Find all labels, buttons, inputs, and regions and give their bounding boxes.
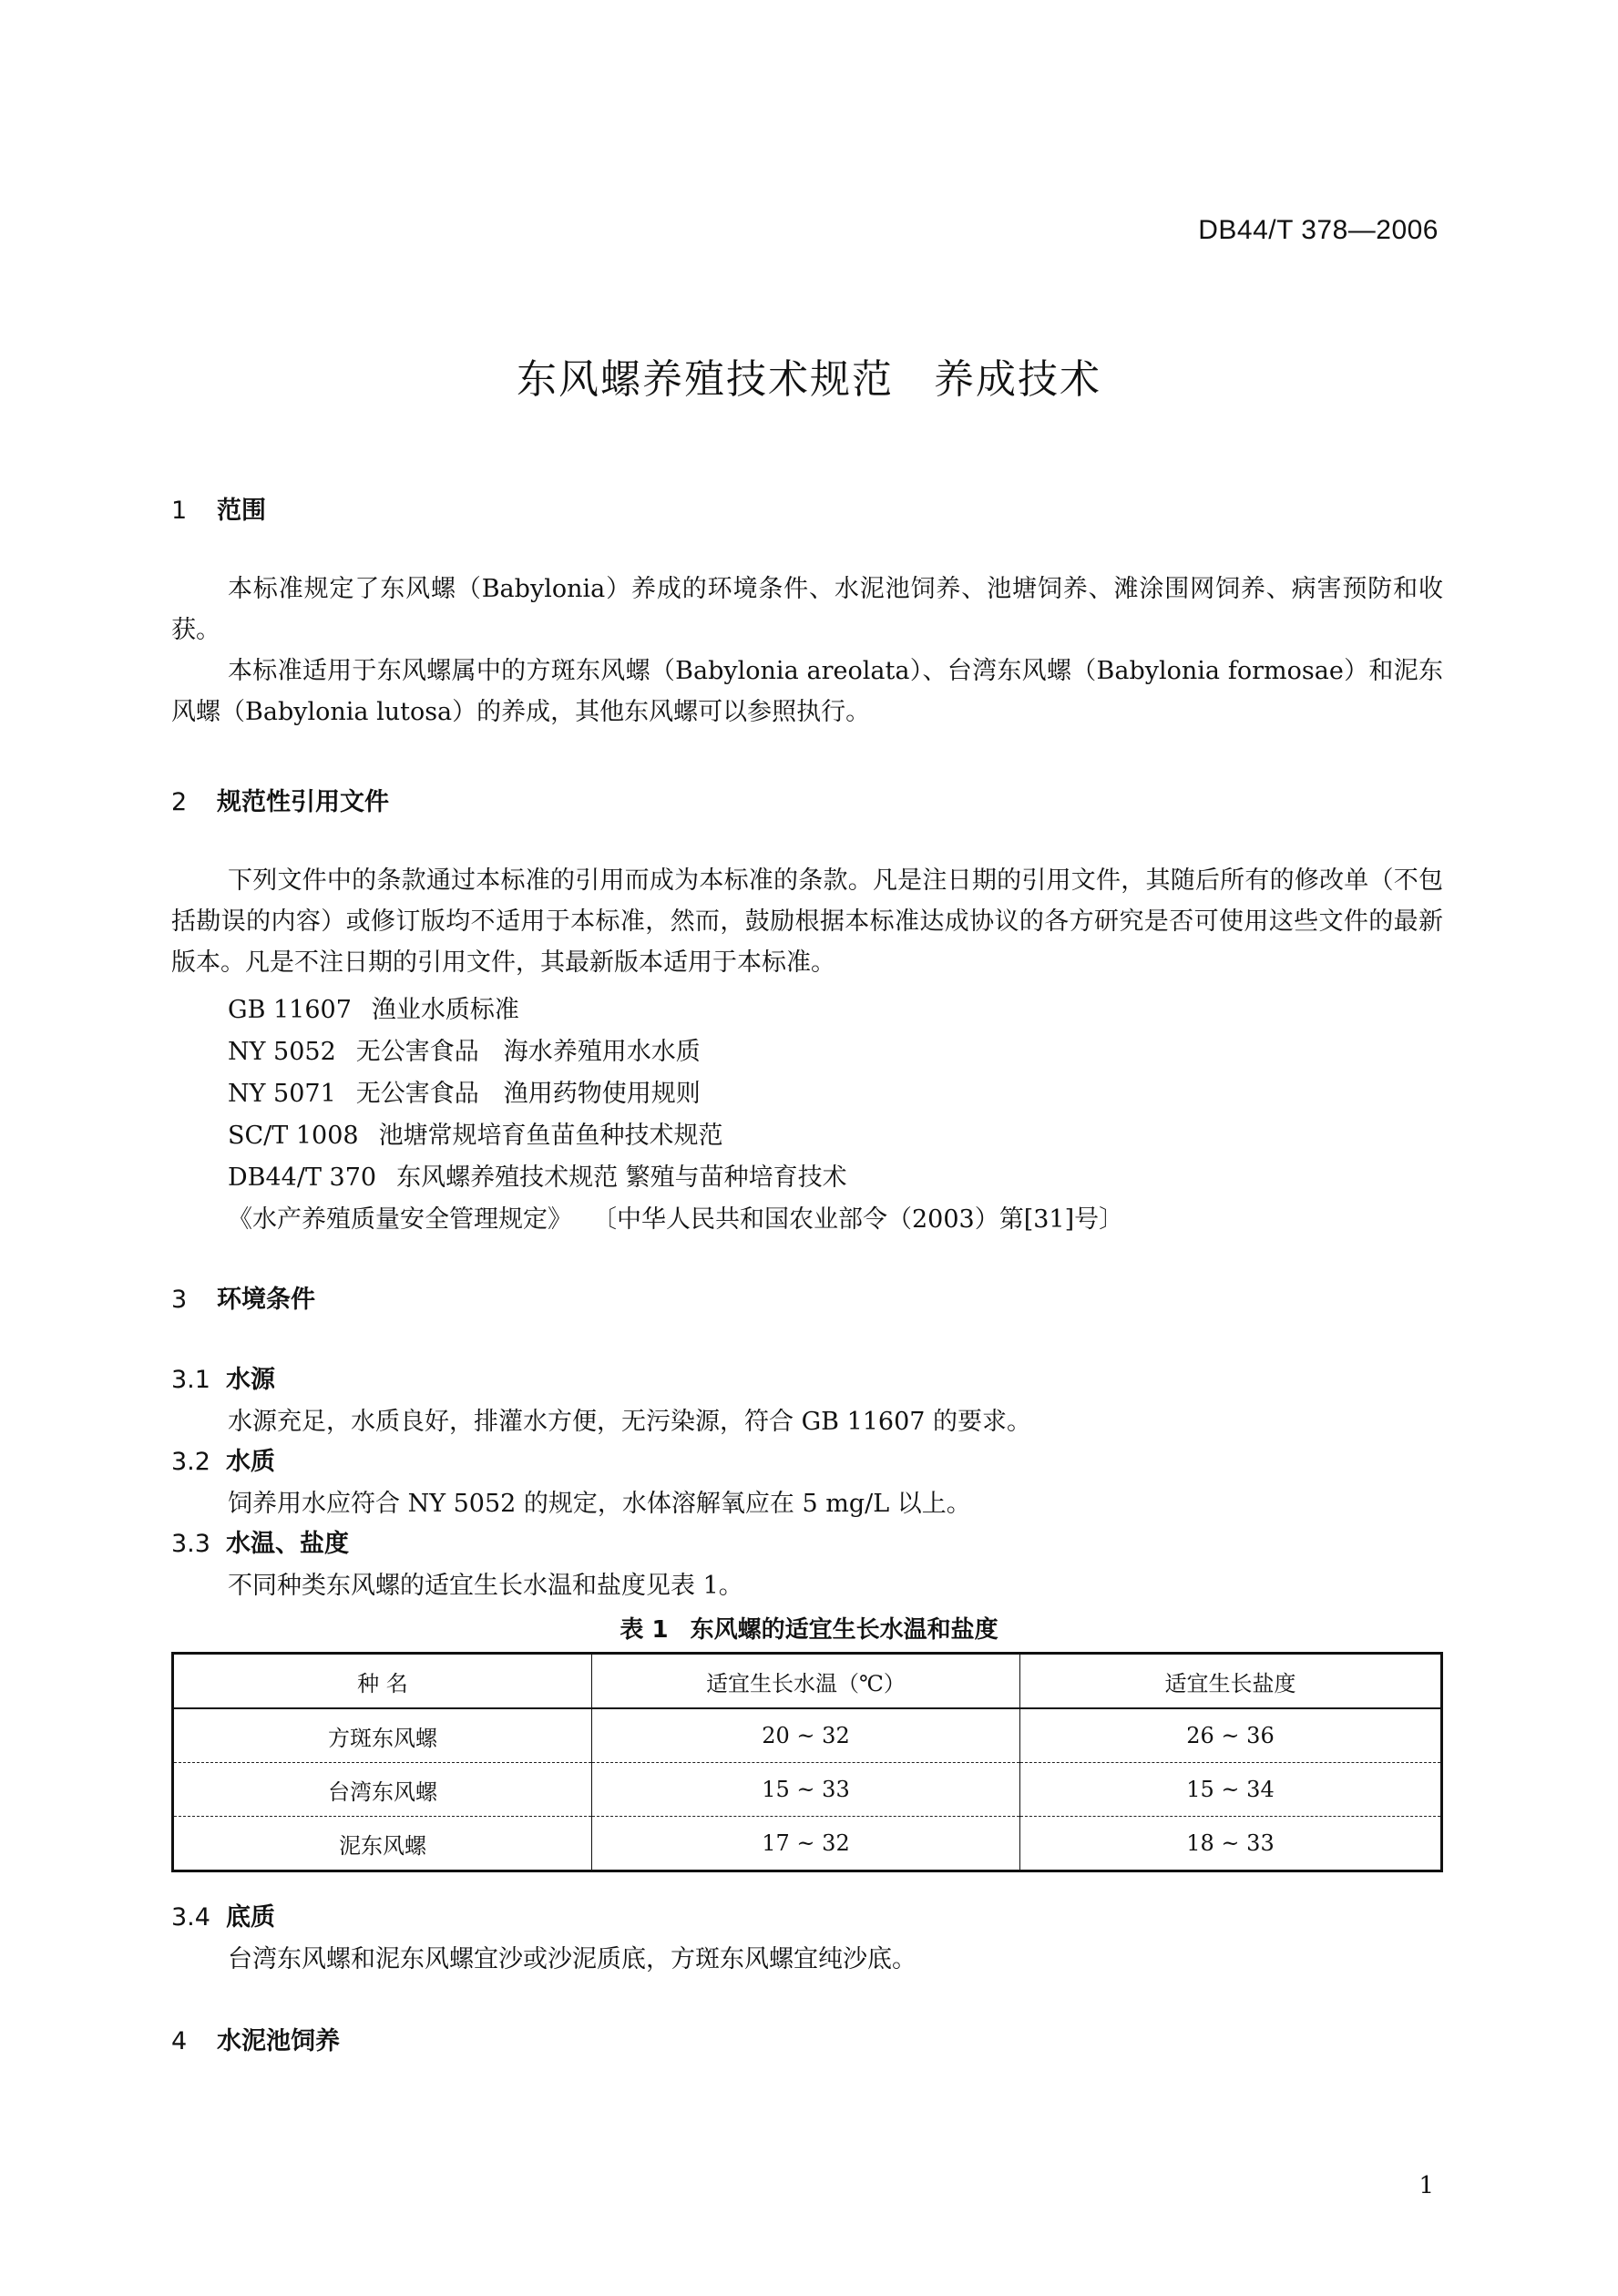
table-header-cell: 适宜生长盐度 (1020, 1654, 1442, 1709)
reference-item (228, 1199, 1123, 1235)
subsection-title: 水源 (226, 1366, 275, 1394)
table-cell: 15 ~ 34 (1020, 1763, 1442, 1817)
section-number: 3 (171, 1286, 188, 1314)
reference-code: SC/T 1008 (228, 1122, 359, 1150)
subsection-3-3-heading (171, 1523, 349, 1559)
title-main: 东风螺养殖技术规范 (517, 356, 894, 403)
reference-item (228, 989, 519, 1025)
table-caption-label: 表 1 (620, 1616, 669, 1644)
reference-code: DB44/T 370 (228, 1163, 377, 1192)
section-number: 4 (171, 2027, 188, 2055)
reference-code: NY 5052 (228, 1038, 336, 1066)
table-cell: 18 ~ 33 (1020, 1817, 1442, 1871)
table-row (173, 1763, 1442, 1817)
subsection-number: 3.2 (171, 1448, 210, 1476)
table-cell: 26 ~ 36 (1020, 1708, 1442, 1763)
table-cell: 20 ~ 32 (592, 1708, 1020, 1763)
subsection-number: 3.3 (171, 1530, 210, 1558)
subsection-title: 底质 (226, 1903, 275, 1932)
reference-item (228, 1157, 847, 1193)
section-title: 水泥池饲养 (217, 2027, 340, 2055)
subsection-3-1-text: 水源充足，水质良好，排灌水方便，无污染源，符合 GB 11607 的要求。 (228, 1408, 1032, 1436)
table-caption-title: 东风螺的适宜生长水温和盐度 (690, 1616, 998, 1644)
page-number: 1 (1418, 2172, 1434, 2199)
section-number: 1 (171, 497, 188, 525)
section-number: 2 (171, 788, 188, 816)
reference-code: GB 11607 (228, 996, 352, 1024)
section-1-paragraph-1: 本标准规定了东风螺（Babylonia）养成的环境条件、水泥池饲养、池塘饲养、滩涂围网饲养、病害预防和收获。 (171, 575, 1443, 644)
subsection-3-2-heading (171, 1441, 275, 1477)
subsection-3-2-text: 饲养用水应符合 NY 5052 的规定，水体溶解氧应在 5 mg/L 以上。 (228, 1490, 971, 1518)
table-header-row (173, 1654, 1442, 1709)
table-header-cell: 适宜生长水温（℃） (592, 1654, 1020, 1709)
reference-name: 〔中华人民共和国农业部令（2003）第[31]号〕 (592, 1205, 1124, 1234)
subsection-number: 3.4 (171, 1903, 210, 1932)
section-3-heading (171, 1279, 315, 1315)
subsection-title: 水温、盐度 (226, 1530, 349, 1558)
section-1-heading (171, 490, 266, 526)
reference-item (228, 1031, 701, 1067)
reference-name: 无公害食品 海水养殖用水水质 (355, 1038, 701, 1066)
section-4-heading (171, 2021, 340, 2056)
subsection-3-1-heading (171, 1359, 275, 1395)
table-caption (0, 1611, 1618, 1645)
reference-code: 《水产养殖质量安全管理规定》 (228, 1205, 572, 1234)
reference-name: 池塘常规培育鱼苗鱼种技术规范 (378, 1122, 723, 1150)
table-cell: 泥东风螺 (173, 1817, 592, 1871)
subsection-3-3-text: 不同种类东风螺的适宜生长水温和盐度见表 1。 (228, 1572, 743, 1600)
reference-name: 无公害食品 渔用药物使用规则 (355, 1080, 701, 1108)
section-title: 范围 (217, 497, 266, 525)
growth-conditions-table (171, 1652, 1443, 1872)
title-sub: 养成技术 (934, 356, 1101, 403)
table-cell: 方斑东风螺 (328, 1725, 437, 1751)
reference-name: 东风螺养殖技术规范 繁殖与苗种培育技术 (396, 1163, 847, 1192)
table-header-cell: 种 名 (173, 1654, 592, 1709)
section-title: 规范性引用文件 (217, 788, 389, 816)
subsection-3-4-text: 台湾东风螺和泥东风螺宜沙或沙泥质底，方斑东风螺宜纯沙底。 (228, 1945, 917, 1973)
reference-code: NY 5071 (228, 1080, 336, 1108)
table-row (173, 1817, 1442, 1871)
reference-name: 渔业水质标准 (371, 996, 519, 1024)
reference-item (228, 1073, 701, 1109)
table-cell: 17 ~ 32 (592, 1817, 1020, 1871)
section-title: 环境条件 (217, 1286, 315, 1314)
subsection-title: 水质 (226, 1448, 275, 1476)
document-number: DB44/T 378—2006 (1198, 215, 1439, 245)
table-cell: 台湾东风螺 (173, 1763, 592, 1817)
section-2-intro: 下列文件中的条款通过本标准的引用而成为本标准的条款。凡是注日期的引用文件，其随后所有的修改单（不包括勘误的内容）或修订版均不适用于本标准，然而，鼓励根据本标准达成协议的各方研究是否可使用这些文件的最新版本。凡是不注日期的引用文件，其最新版本适用于本标准。 (171, 866, 1443, 977)
reference-item (228, 1115, 723, 1151)
section-1-paragraph-2: 本标准适用于东风螺属中的方斑东风螺（Babylonia areolata）、台湾东风螺（Babylonia formosae）和泥东风螺（Babylonia lutosa）的养成，其他东风螺可以参照执行。 (171, 657, 1443, 726)
table-cell: 15 ~ 33 (592, 1763, 1020, 1817)
document-title (0, 346, 1618, 405)
table-row (173, 1708, 1442, 1763)
subsection-number: 3.1 (171, 1366, 210, 1394)
section-2-heading (171, 782, 389, 817)
subsection-3-4-heading (171, 1897, 275, 1932)
